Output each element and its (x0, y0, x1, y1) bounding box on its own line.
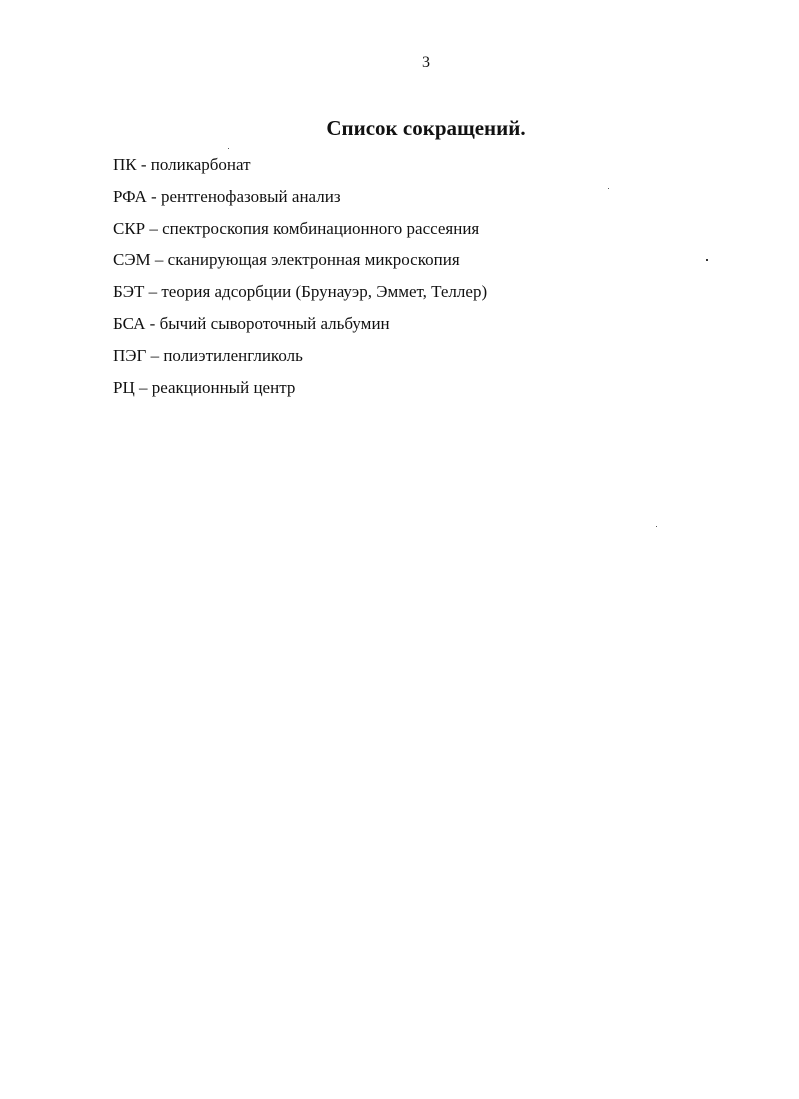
page-title: Список сокращений. (326, 116, 526, 140)
abbreviation-rfa: РФА - рентгенофазовый анализ (113, 186, 341, 206)
abbreviation-bet: БЭТ – теория адсорбции (Брунауэр, Эммет, Теллер) (113, 282, 488, 302)
abbreviation-list (113, 154, 487, 408)
abbreviation-rc: РЦ – реакционный центр (113, 377, 296, 397)
abbreviation-bsa: БСА - бычий сывороточный альбумин (113, 313, 390, 333)
abbreviation-sem: СЭМ – сканирующая электронная микроскопия (113, 250, 460, 270)
abbreviation-skr: СКР – спектроскопия комбинационного рассеяния (113, 218, 480, 238)
abbreviation-peg: ПЭГ – полиэтиленгликоль (113, 345, 303, 365)
scan-speck (706, 259, 708, 261)
scan-speck (608, 188, 609, 189)
abbreviation-pk: ПК - поликарбонат (113, 155, 251, 174)
scan-speck (656, 526, 657, 527)
page-number: 3 (422, 54, 430, 71)
scan-speck (228, 148, 229, 149)
